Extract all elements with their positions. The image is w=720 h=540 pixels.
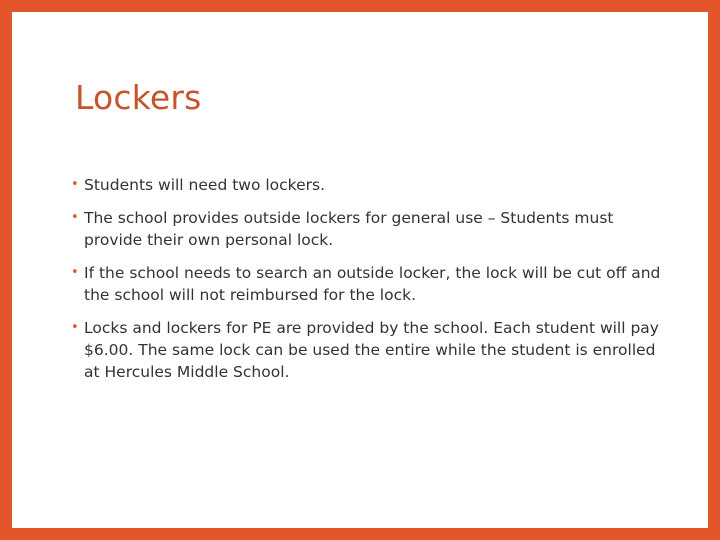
- bullet-dot-icon: •: [71, 320, 79, 335]
- bullet-dot-icon: •: [71, 265, 79, 280]
- bullet-list: [71, 174, 671, 394]
- bullet-text: Locks and lockers for PE are provided by the school. Each student will pay $6.00. The same lock can be used the entire while the student is enrolled at Hercules Middle School.: [84, 319, 659, 381]
- bullet-item-pe-lockers: [71, 317, 671, 383]
- bullet-text: Students will need two lockers.: [84, 176, 326, 194]
- bullet-text: The school provides outside lockers for general use – Students must provide their own personal lock.: [84, 209, 614, 249]
- bullet-dot-icon: •: [71, 210, 79, 225]
- bullet-item-search: [71, 262, 671, 306]
- bullet-text: If the school needs to search an outside locker, the lock will be cut off and the school will not reimbursed for the lock.: [84, 264, 661, 304]
- bullet-item-outside-lockers: [71, 207, 671, 251]
- slide-title: Lockers: [75, 78, 202, 117]
- bullet-item-lockers: [71, 174, 671, 196]
- slide-content: [12, 12, 708, 528]
- bullet-dot-icon: •: [71, 177, 79, 192]
